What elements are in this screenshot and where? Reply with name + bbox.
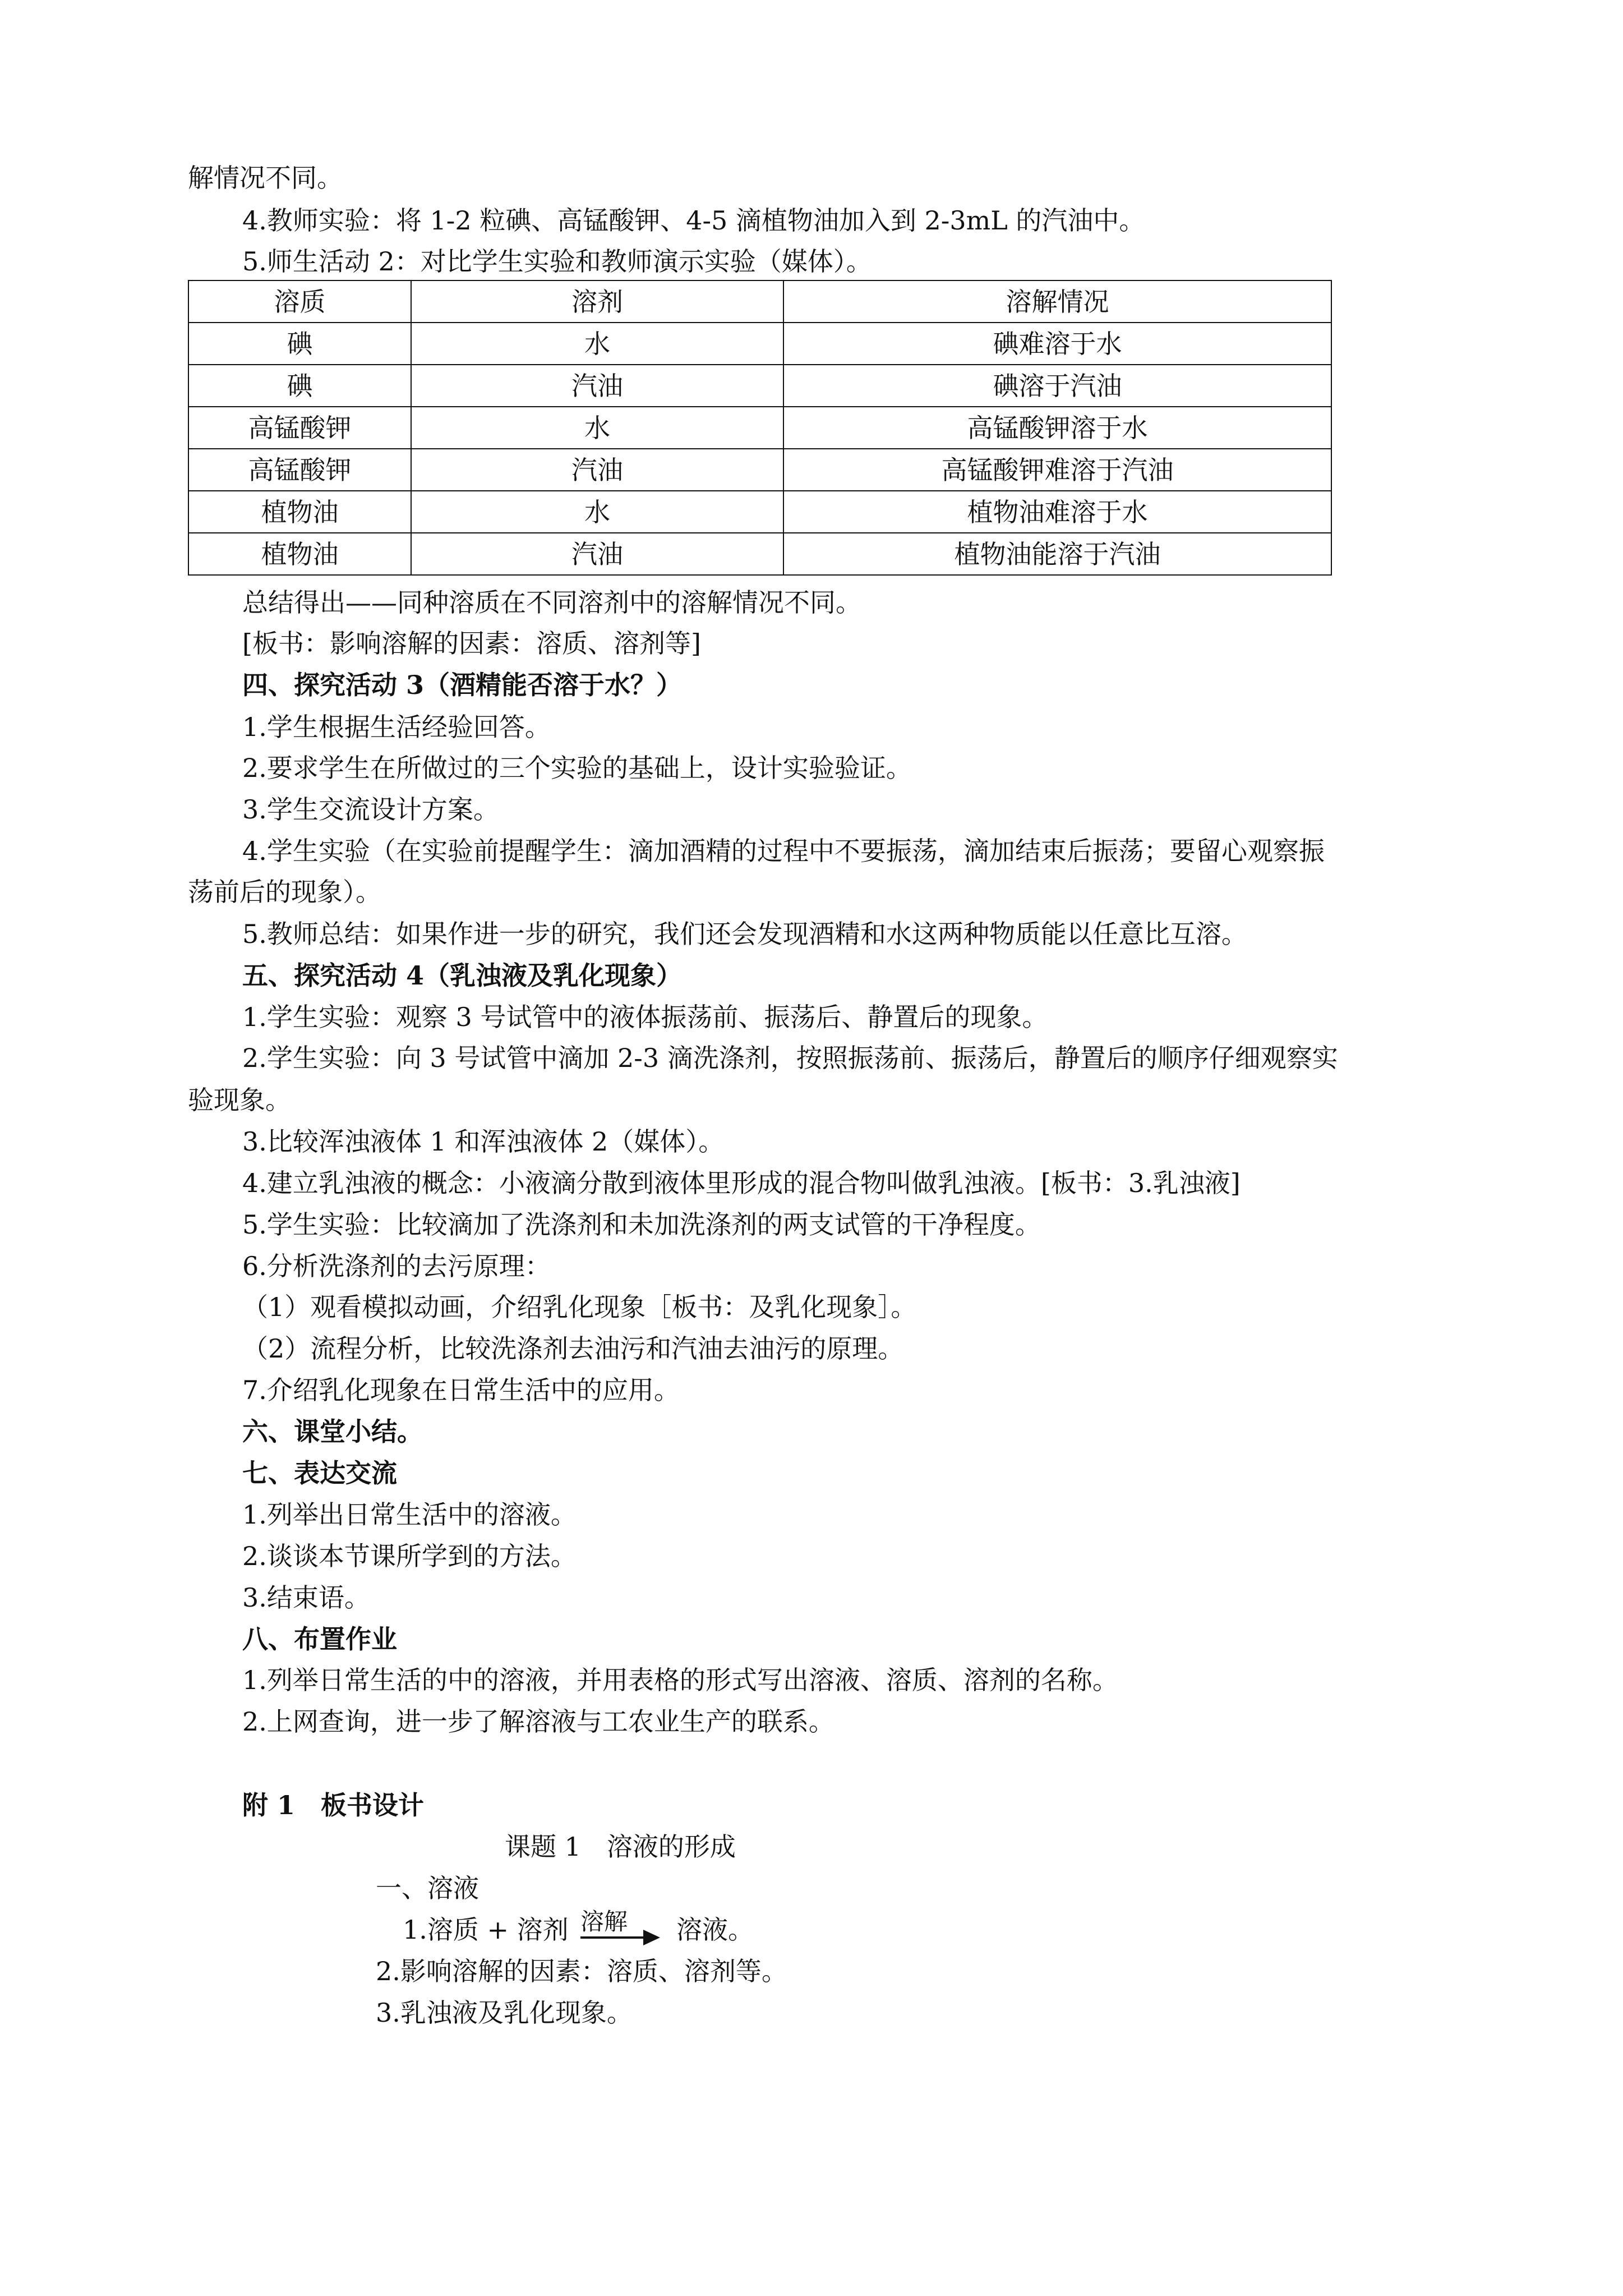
table-cell: 水 [411,323,783,365]
intro-step-4: 4.教师实验：将 1-2 粒碘、高锰酸钾、4-5 滴植物油加入到 2-3mL 的汽油中。 [242,205,1145,236]
table-cell: 碘难溶于水 [783,323,1331,365]
section-8-title: 八、布置作业 [242,1624,397,1654]
table-cell: 水 [411,491,783,533]
section-7-title: 七、表达交流 [242,1458,397,1488]
table-cell: 植物油 [188,491,411,533]
table-row [188,407,1331,449]
section-4-item-3: 3.学生交流设计方案。 [242,794,499,825]
table-cell: 碘溶于汽油 [783,365,1331,407]
table-cell: 植物油难溶于水 [783,491,1331,533]
arrow-shaft [580,1936,647,1939]
table-row [188,449,1331,491]
board-formula-right: 溶液。 [676,1915,754,1945]
section-5-item-6-sub-2: （2）流程分析，比较洗涤剂去油污和汽油去油污的原理。 [242,1333,904,1364]
section-8-item-2: 2.上网查询，进一步了解溶液与工农业生产的联系。 [242,1706,834,1737]
board-formula-left: 1.溶质 + 溶剂 [403,1915,569,1945]
table-cell: 碘 [188,365,411,407]
board-note: [板书：影响溶解的因素：溶质、溶剂等] [242,628,701,659]
section-4-item-4: 4.学生实验（在实验前提醒学生：滴加酒精的过程中不要振荡，滴加结束后振荡；要留心观察振 [242,836,1325,866]
table-cell: 汽油 [411,449,783,491]
section-4-title: 四、探究活动 3（酒精能否溶于水？） [242,670,683,700]
section-5-item-2-continued: 验现象。 [188,1085,291,1115]
section-5-item-2: 2.学生实验：向 3 号试管中滴加 2-3 滴洗涤剂，按照振荡前、振荡后，静置后的顺序仔细观察实 [242,1043,1338,1073]
board-item-3: 3.乳浊液及乳化现象。 [376,1998,633,2028]
table-row [188,533,1331,575]
section-8-item-1: 1.列举日常生活的中的溶液，并用表格的形式写出溶液、溶质、溶剂的名称。 [242,1665,1118,1695]
table-cell: 植物油 [188,533,411,575]
summary-text: 总结得出——同种溶质在不同溶剂中的溶解情况不同。 [242,587,861,618]
section-5-item-7: 7.介绍乳化现象在日常生活中的应用。 [242,1375,680,1405]
table-cell: 水 [411,407,783,449]
section-6-title: 六、课堂小结。 [242,1416,423,1447]
header-dissolution: 溶解情况 [783,280,1331,323]
section-5-item-1: 1.学生实验：观察 3 号试管中的液体振荡前、振荡后、静置后的现象。 [242,1002,1048,1032]
board-item-2: 2.影响溶解的因素：溶质、溶剂等。 [376,1956,787,1986]
table-cell: 高锰酸钾难溶于汽油 [783,449,1331,491]
section-7-item-2: 2.谈谈本节课所学到的方法。 [242,1541,577,1571]
intro-continuation: 解情况不同。 [188,163,343,193]
section-4-item-5: 5.教师总结：如果作进一步的研究，我们还会发现酒精和水这两种物质能以任意比互溶。 [242,919,1247,949]
table-cell: 植物油能溶于汽油 [783,533,1331,575]
table-row [188,365,1331,407]
section-5-item-6-sub-1: （1）观看模拟动画，介绍乳化现象［板书：及乳化现象］。 [242,1292,917,1322]
intro-step-5: 5.师生活动 2：对比学生实验和教师演示实验（媒体）。 [242,246,872,277]
board-design-title: 课题 1 溶液的形成 [505,1832,736,1862]
section-7-item-3: 3.结束语。 [242,1582,370,1613]
table-cell: 高锰酸钾溶于水 [783,407,1331,449]
table-cell: 高锰酸钾 [188,407,411,449]
table-header-row [188,280,1331,323]
section-7-item-1: 1.列举出日常生活中的溶液。 [242,1499,577,1530]
section-4-item-2: 2.要求学生在所做过的三个实验的基础上，设计实验验证。 [242,753,912,783]
section-5-item-4: 4.建立乳浊液的概念：小液滴分散到液体里形成的混合物叫做乳浊液。[板书：3.乳浊液] [242,1168,1241,1198]
table-cell: 碘 [188,323,411,365]
table-row [188,323,1331,365]
section-5-item-5: 5.学生实验：比较滴加了洗涤剂和未加洗涤剂的两支试管的干净程度。 [242,1209,1041,1240]
section-4-item-1: 1.学生根据生活经验回答。 [242,712,551,742]
section-5-item-3: 3.比较浑浊液体 1 和浑浊液体 2（媒体）。 [242,1126,725,1157]
board-heading: 一、溶液 [376,1873,479,1903]
arrow-right-icon [643,1930,660,1945]
dissolve-arrow-label: 溶解 [580,1908,628,1935]
header-solvent: 溶剂 [411,280,783,323]
table-cell: 高锰酸钾 [188,449,411,491]
dissolve-arrow [580,1909,665,1943]
header-solute: 溶质 [188,280,411,323]
table-cell: 汽油 [411,365,783,407]
appendix-title: 附 1 板书设计 [242,1790,425,1820]
section-5-title: 五、探究活动 4（乳浊液及乳化现象） [242,960,683,991]
table-row [188,491,1331,533]
table-cell: 汽油 [411,533,783,575]
section-4-item-4-continued: 荡前后的现象）。 [188,877,381,907]
solubility-table [188,280,1332,576]
section-5-item-6: 6.分析洗涤剂的去污原理： [242,1251,551,1281]
